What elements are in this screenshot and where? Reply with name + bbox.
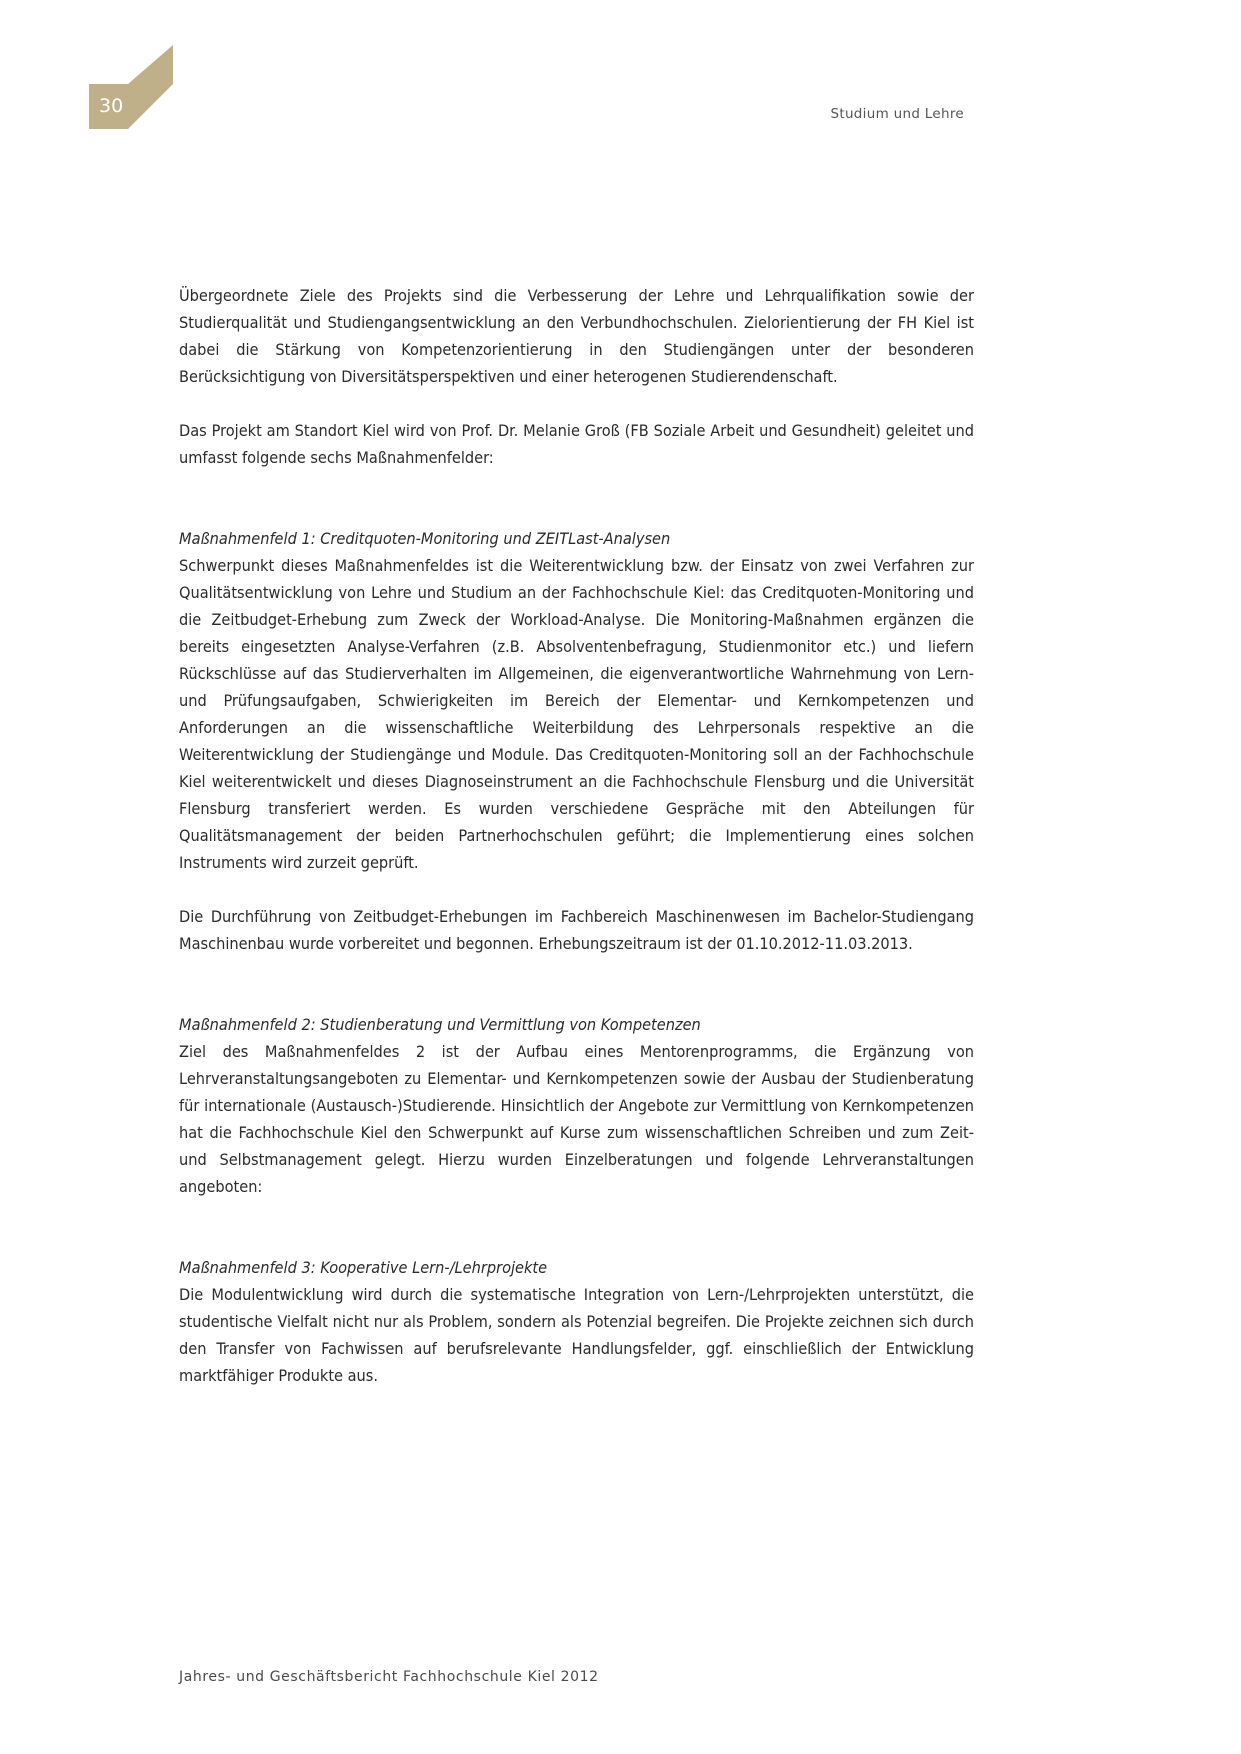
section-title: Studium und Lehre [830, 106, 964, 122]
section-2-paragraph-1: Ziel des Maßnahmenfeldes 2 ist der Aufbau eines Mentorenprogramms, die Ergänzung von Lehrveranstaltungsangeboten zu Elementar- und Kernkompetenzen sowie der Ausbau der Studienberatung für internationale (Austausch-)Studierende. Hinsichtlich der Angebote zur Vermittlung von Kernkompetenzen hat die Fachhochschule Kiel den Schwerpunkt auf Kurse zum wissenschaftlichen Schreiben und zum Zeit- und Selbstmanagement gelegt. Hierzu wurden Einzelberatungen und folgende Lehrveranstaltungen angeboten: [179, 1042, 974, 1196]
section-heading-3: Maßnahmenfeld 3: Kooperative Lern-/Lehrprojekte [179, 1258, 548, 1277]
main-content [179, 282, 974, 1389]
section-1-paragraph-1: Schwerpunkt dieses Maßnahmenfeldes ist die Weiterentwicklung bzw. der Einsatz von zwei Verfahren zur Qualitätsentwicklung von Lehre und Studium an der Fachhochschule Kiel: das Creditquoten-Monitoring und die Zeitbudget-Erhebung zum Zweck der Workload-Analyse. Die Monitoring-Maßnahmen ergänzen die bereits eingesetzten Analyse-Verfahren (z.B. Absolventenbefragung, Studienmonitor etc.) und liefern Rückschlüsse auf das Studierverhalten im Allgemeinen, die eigenverantwortliche Wahrnehmung von Lern- und Prüfungsaufgaben, Schwierigkeiten im Bereich der Elementar- und Kernkompetenzen und Anforderungen an die wissenschaftliche Weiterbildung des Lehrpersonals respektive an die Weiterentwicklung der Studiengänge und Module. Das Creditquoten-Monitoring soll an der Fachhochschule Kiel weiterentwickelt und dieses Diagnoseinstrument an die Fachhochschule Flensburg und die Universität Flensburg transferiert werden. Es wurden verschiedene Gespräche mit den Abteilungen für Qualitätsmanagement der beiden Partnerhochschulen geführt; die Implementierung eines solchen Instruments wird zurzeit geprüft. [179, 556, 974, 872]
section-3-paragraph-1: Die Modulentwicklung wird durch die systematische Integration von Lern-/Lehrprojekten unterstützt, die studentische Vielfalt nicht nur als Problem, sondern als Potenzial begreifen. Die Projekte zeichnen sich durch den Transfer von Fachwissen auf berufsrelevante Handlungsfelder, ggf. einschließlich der Entwicklung marktfähiger Produkte aus. [179, 1285, 974, 1385]
intro-paragraph-1: Übergeordnete Ziele des Projekts sind die Verbesserung der Lehre und Lehrqualifikation sowie der Studierqualität und Studiengangsentwicklung an den Verbundhochschulen. Zielorientierung der FH Kiel ist dabei die Stärkung von Kompetenzorientierung in den Studiengängen unter der besonderen Berücksichtigung von Diversitätsperspektiven und einer heterogenen Studierendenschaft. [179, 286, 974, 386]
page-number: 30 [99, 95, 124, 117]
page-footer: Jahres- und Geschäftsbericht Fachhochschule Kiel 2012 [179, 1669, 599, 1685]
section-1-paragraph-2: Die Durchführung von Zeitbudget-Erhebungen im Fachbereich Maschinenwesen im Bachelor-Studiengang Maschinenbau wurde vorbereitet und begonnen. Erhebungszeitraum ist der 01.10.2012-11.03.2013. [179, 907, 974, 953]
section-heading-1: Maßnahmenfeld 1: Creditquoten-Monitoring und ZEITLast-Analysen [179, 529, 671, 548]
section-heading-2: Maßnahmenfeld 2: Studienberatung und Vermittlung von Kompetenzen [179, 1015, 701, 1034]
intro-paragraph-2: Das Projekt am Standort Kiel wird von Prof. Dr. Melanie Groß (FB Soziale Arbeit und Gesundheit) geleitet und umfasst folgende sechs Maßnahmenfelder: [179, 421, 974, 467]
